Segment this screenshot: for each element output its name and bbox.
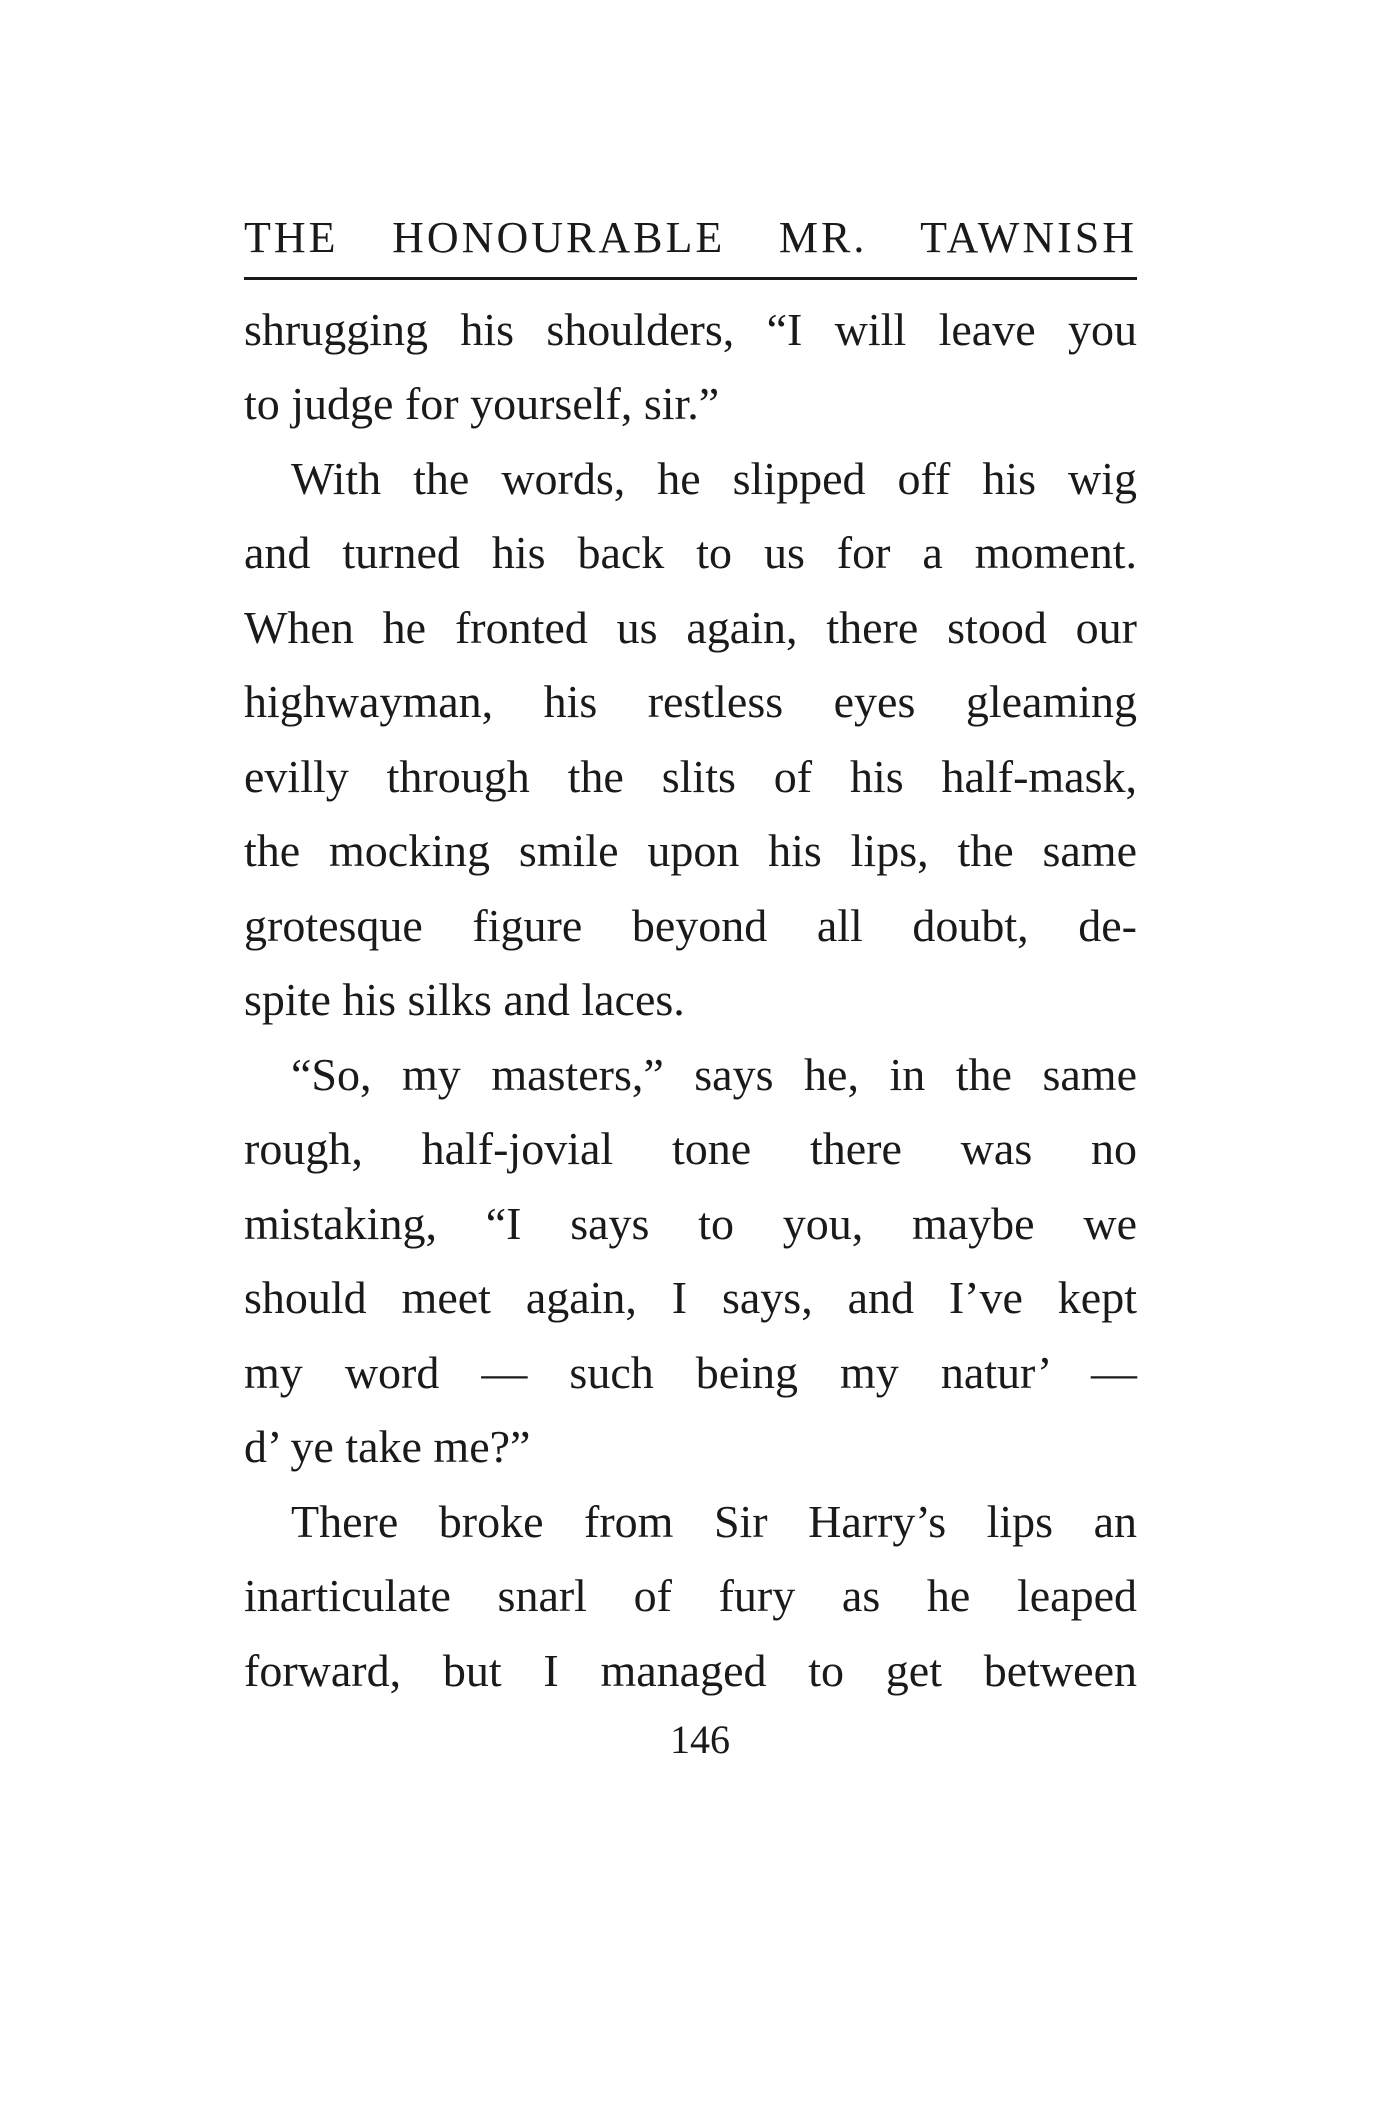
text-line: With the words, he slipped off his wig bbox=[291, 453, 1137, 504]
text-line: “So, my masters,” says he, in the same bbox=[291, 1049, 1137, 1100]
text-line: d’ ye take me?” bbox=[244, 1421, 531, 1472]
text-line: There broke from Sir Harry’s lips an bbox=[291, 1496, 1137, 1547]
text-line: my word — such being my natur’ — bbox=[244, 1347, 1137, 1398]
text-line: rough, half-jovial tone there was no bbox=[244, 1123, 1137, 1174]
text-line: to judge for yourself, sir.” bbox=[244, 378, 720, 429]
text-line: shrugging his shoulders, “I will leave you bbox=[244, 304, 1137, 355]
text-line: highwayman, his restless eyes gleaming bbox=[244, 676, 1137, 727]
text-line: When he fronted us again, there stood our bbox=[244, 602, 1137, 653]
text-line: and turned his back to us for a moment. bbox=[244, 527, 1137, 578]
running-head: THE HONOURABLE MR. TAWNISH bbox=[244, 213, 1137, 262]
text-line: inarticulate snarl of fury as he leaped bbox=[244, 1570, 1137, 1621]
page-number: 146 bbox=[670, 1717, 730, 1762]
header-rule bbox=[244, 277, 1137, 280]
text-line: the mocking smile upon his lips, the same bbox=[244, 825, 1137, 876]
text-line: should meet again, I says, and I’ve kept bbox=[244, 1272, 1137, 1323]
text-line: grotesque figure beyond all doubt, de- bbox=[244, 900, 1137, 951]
text-line: evilly through the slits of his half-mask, bbox=[244, 751, 1137, 802]
text-line: forward, but I managed to get between bbox=[244, 1645, 1137, 1696]
text-line: spite his silks and laces. bbox=[244, 974, 685, 1025]
text-line: mistaking, “I says to you, maybe we bbox=[244, 1198, 1137, 1249]
